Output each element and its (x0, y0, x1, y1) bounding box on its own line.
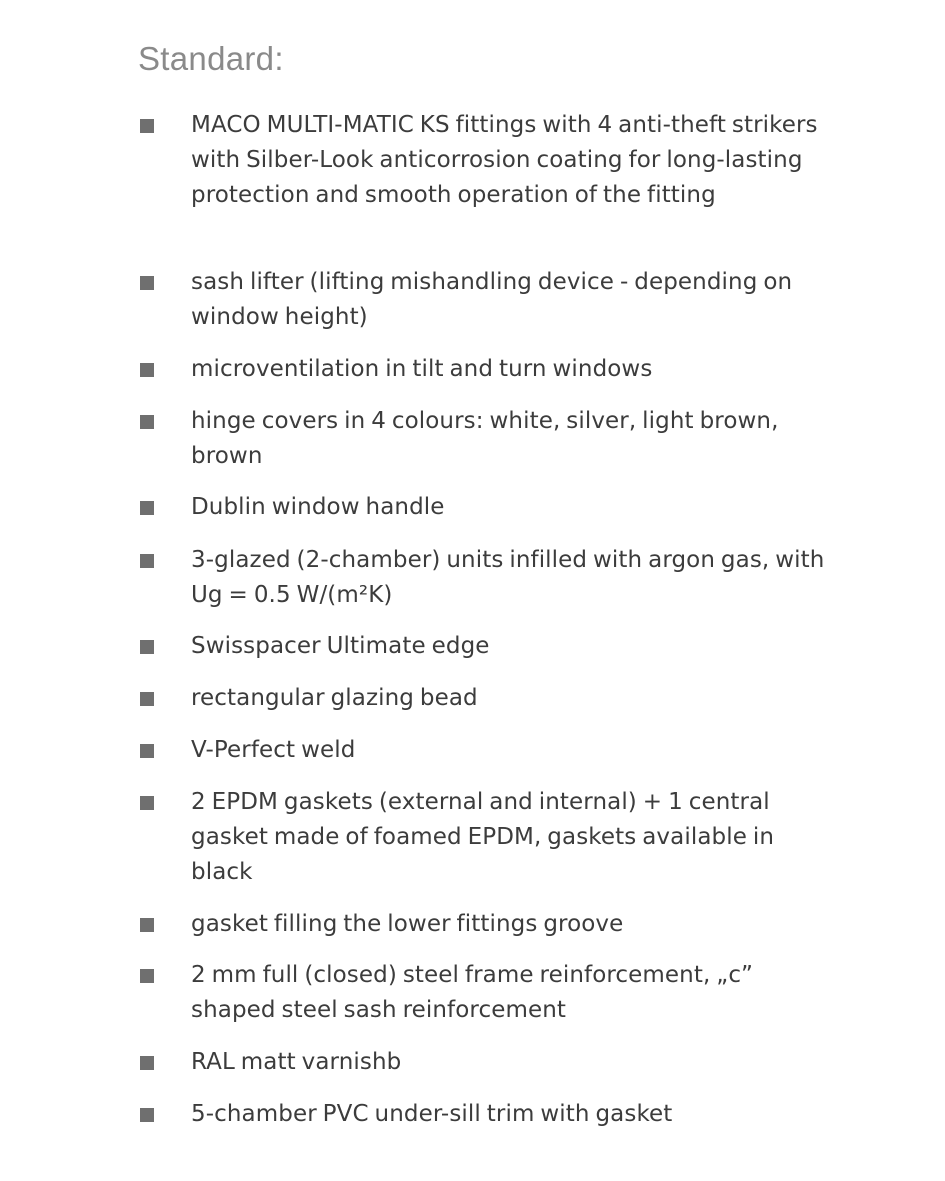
list-item-text: RAL matt varnishb (191, 1049, 402, 1075)
square-bullet-icon (140, 969, 154, 983)
square-bullet-icon (140, 501, 154, 515)
square-bullet-icon (140, 119, 154, 133)
list-item-text: 2 EPDM gaskets (external and internal) + 1 central gasket made of foamed EPDM, gaskets available in black (191, 789, 775, 885)
list-item-text: gasket filling the lower fittings groove (191, 911, 624, 937)
square-bullet-icon (140, 918, 154, 932)
square-bullet-icon (140, 1108, 154, 1122)
square-bullet-icon (140, 363, 154, 377)
list-item-text: Dublin window handle (191, 494, 445, 520)
list-item-text: V-Perfect weld (191, 737, 356, 763)
list-item-text: sash lifter (lifting mishandling device - depending on window height) (191, 269, 793, 330)
section-heading: Standard: (138, 40, 284, 77)
list-item-text: Swisspacer Ultimate edge (191, 633, 490, 659)
list-item-text: hinge covers in 4 colours: white, silver, light brown, brown (191, 408, 779, 469)
square-bullet-icon (140, 744, 154, 758)
list-item-text: MACO MULTI-MATIC KS fittings with 4 anti-theft strikers with Silber-Look anticorrosion coating for long-lasting protection and smooth operation of the fitting (191, 112, 818, 208)
square-bullet-icon (140, 796, 154, 810)
square-bullet-icon (140, 554, 154, 568)
square-bullet-icon (140, 1056, 154, 1070)
list-item-text: microventilation in tilt and turn windows (191, 356, 653, 382)
list-item-text: rectangular glazing bead (191, 685, 478, 711)
square-bullet-icon (140, 415, 154, 429)
list-item-text: 2 mm full (closed) steel frame reinforcement, „c” shaped steel sash reinforcement (191, 962, 754, 1023)
square-bullet-icon (140, 692, 154, 706)
square-bullet-icon (140, 276, 154, 290)
list-item-text: 5-chamber PVC under-sill trim with gasket (191, 1101, 673, 1127)
list-item-text: 3-glazed (2-chamber) units infilled with argon gas, with Ug = 0.5 W/(m²K) (191, 547, 825, 608)
square-bullet-icon (140, 640, 154, 654)
